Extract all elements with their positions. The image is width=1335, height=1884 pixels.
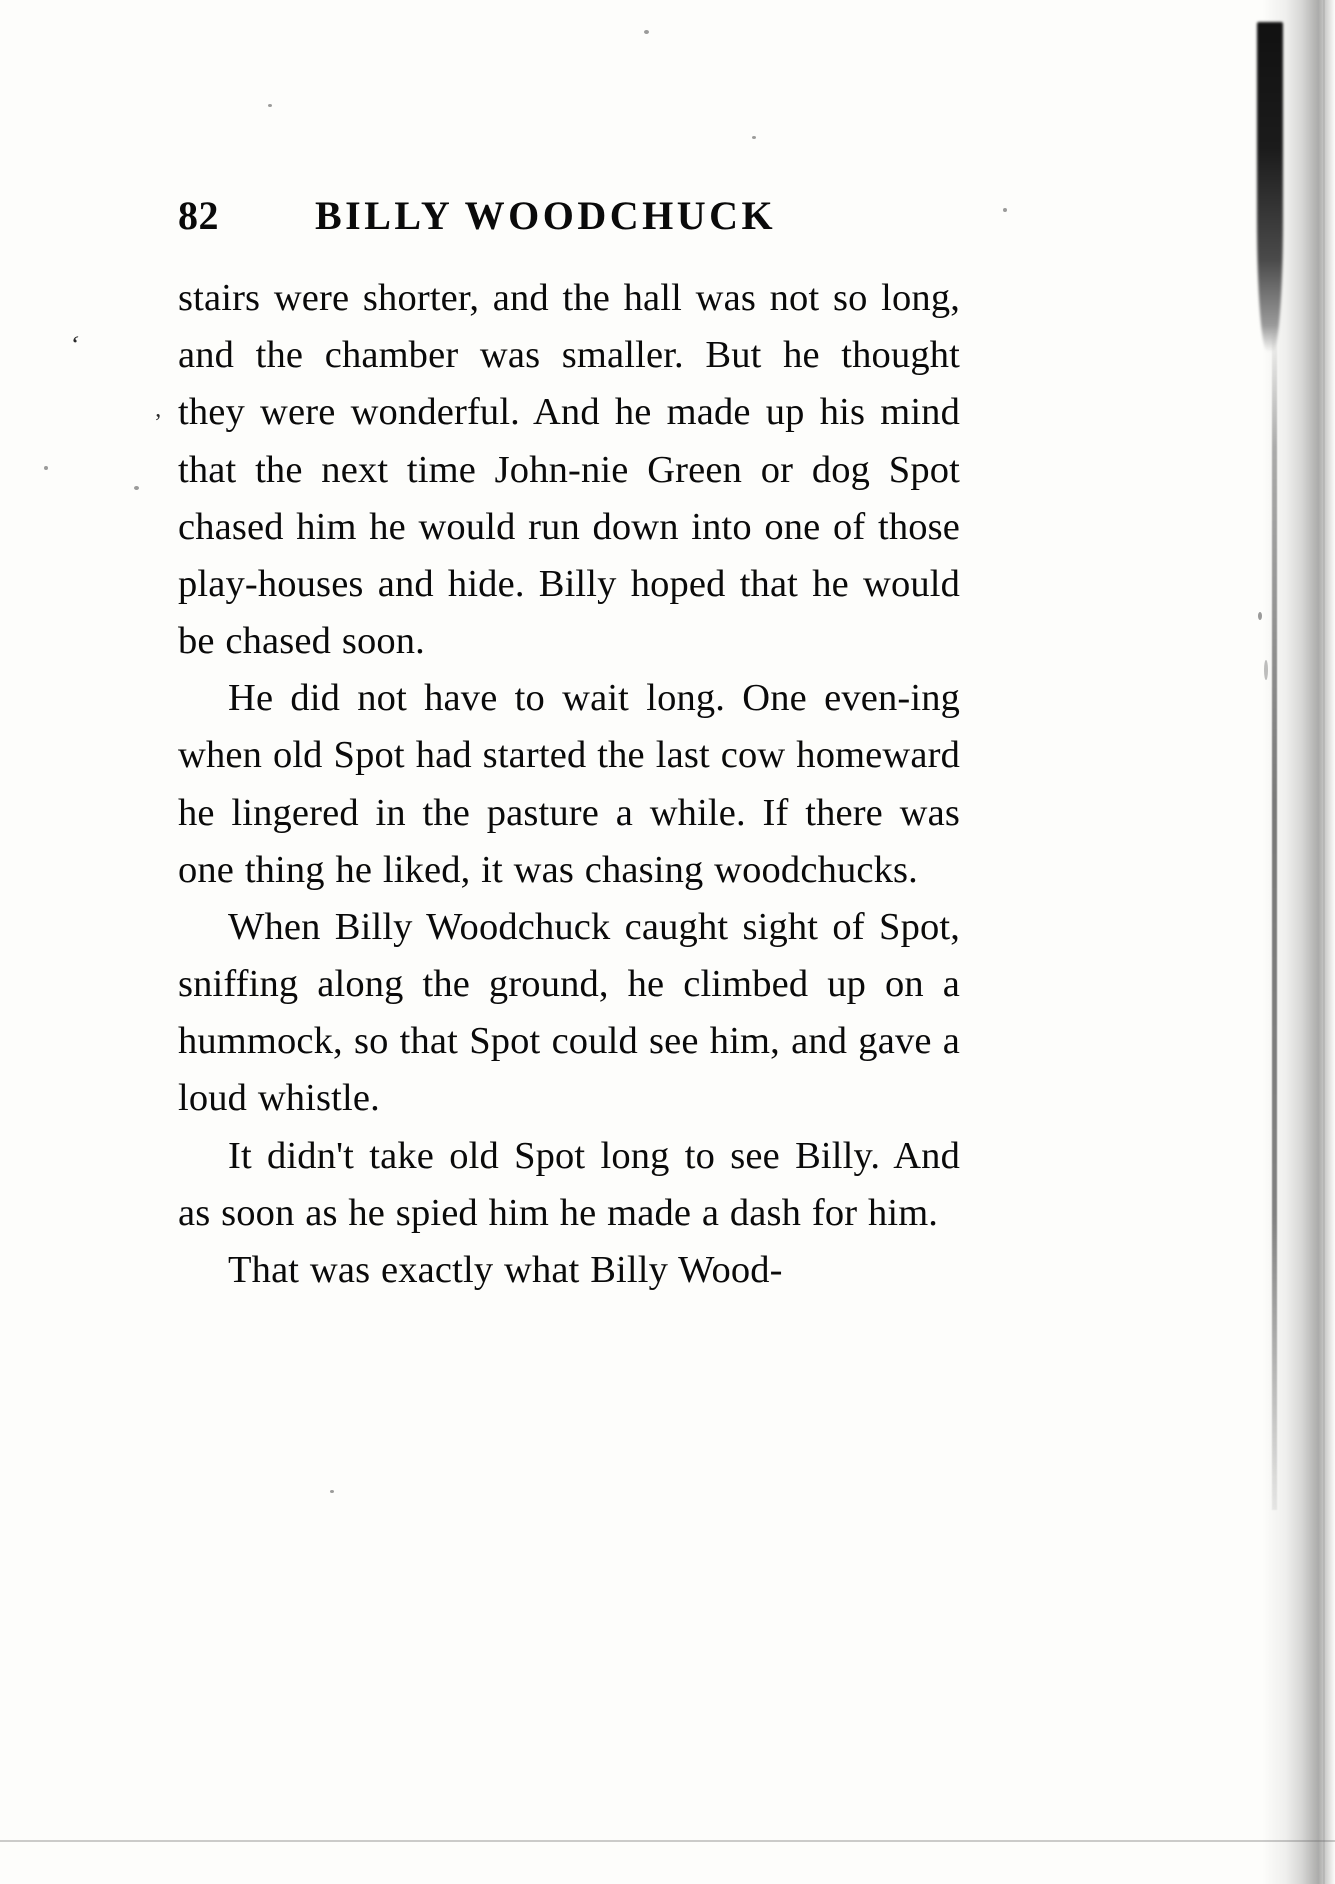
paragraph: He did not have to wait long. One even-ing when old Spot had started the last cow homeward he lingered in the pasture a while. If there was one thing he liked, it was chasing woodchucks. bbox=[178, 677, 960, 891]
page-edge-right bbox=[1323, 0, 1325, 1884]
paragraph: When Billy Woodchuck caught sight of Spot, sniffing along the ground, he climbed up on a hummock, so that Spot could see him, and gave a loud whistle. bbox=[178, 905, 960, 1120]
scan-speck bbox=[752, 136, 756, 139]
page-header bbox=[178, 193, 960, 238]
running-head: BILLY WOODCHUCK bbox=[315, 193, 777, 238]
margin-mark-upper: ‘ bbox=[67, 329, 82, 360]
binding-dark-streak bbox=[1257, 22, 1283, 352]
binding-edge-line bbox=[1272, 330, 1277, 1510]
scan-speck bbox=[330, 1490, 334, 1493]
page-edge-bottom bbox=[0, 1840, 1335, 1842]
scan-speck bbox=[1264, 660, 1268, 680]
scan-speck bbox=[44, 466, 48, 470]
scan-speck bbox=[1258, 612, 1262, 620]
scan-speck bbox=[268, 104, 272, 107]
paragraph: That was exactly what Billy Wood- bbox=[228, 1248, 783, 1291]
scan-speck bbox=[134, 486, 139, 490]
page-number: 82 bbox=[178, 193, 219, 238]
text-column bbox=[178, 193, 960, 1299]
paragraph: stairs were shorter, and the hall was not so long, and the chamber was smaller. But he thought they were wonderful. And he made up his mind that the next time John-nie Green or dog Spot chased him he would run down into one of those play-houses and hide. Billy hoped that he would be chased soon. bbox=[178, 277, 960, 663]
scan-speck bbox=[644, 30, 649, 34]
paragraph: It didn't take old Spot long to see Billy. And as soon as he spied him he made a dash for him. bbox=[178, 1134, 960, 1234]
margin-mark-lower: ’ bbox=[154, 410, 162, 436]
binding-shadow bbox=[1217, 0, 1335, 1884]
scan-speck bbox=[1003, 208, 1007, 212]
